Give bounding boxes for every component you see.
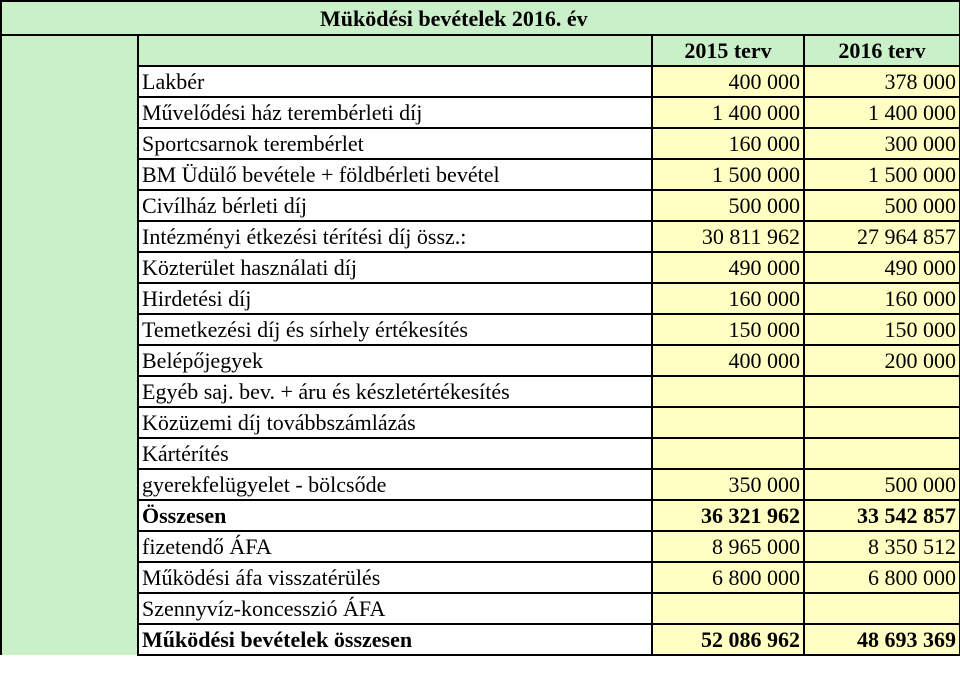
value-2016: 48 693 369 [804, 624, 960, 655]
value-2016: 8 350 512 [804, 531, 960, 562]
row-label: fizetendő ÁFA [138, 531, 652, 562]
row-gap-cell [1, 562, 138, 593]
row-label: Közüzemi díj továbbszámlázás [138, 407, 652, 438]
table-row [1, 376, 960, 407]
table-row [1, 531, 960, 562]
value-2015 [652, 407, 804, 438]
row-label: BM Üdülő bevétele + földbérleti bevétel [138, 159, 652, 190]
header-label-cell [138, 35, 652, 66]
value-2016 [804, 593, 960, 624]
table-row [1, 469, 960, 500]
row-gap-cell [1, 531, 138, 562]
row-label: Működési áfa visszatérülés [138, 562, 652, 593]
row-gap-cell [1, 66, 138, 97]
row-gap-cell [1, 283, 138, 314]
header-2016-plan: 2016 terv [804, 35, 960, 66]
value-2016: 300 000 [804, 128, 960, 159]
header-row [1, 35, 960, 66]
value-2016: 1 400 000 [804, 97, 960, 128]
value-2015: 150 000 [652, 314, 804, 345]
row-gap-cell [1, 159, 138, 190]
row-label: Sportcsarnok terembérlet [138, 128, 652, 159]
value-2016 [804, 407, 960, 438]
row-gap-cell [1, 314, 138, 345]
row-label: Egyéb saj. bev. + áru és készletértékesítés [138, 376, 652, 407]
value-2015: 500 000 [652, 190, 804, 221]
row-gap-cell [1, 407, 138, 438]
table-row [1, 438, 960, 469]
row-label: Kártérítés [138, 438, 652, 469]
value-2016 [804, 376, 960, 407]
row-label: Intézményi étkezési térítési díj össz.: [138, 221, 652, 252]
row-label: Művelődési ház terembérleti díj [138, 97, 652, 128]
table-row [1, 562, 960, 593]
table-row [1, 97, 960, 128]
row-gap-cell [1, 252, 138, 283]
value-2016: 1 500 000 [804, 159, 960, 190]
row-gap-cell [1, 469, 138, 500]
table-row [1, 128, 960, 159]
table-row [1, 314, 960, 345]
title-row [1, 1, 960, 35]
value-2015: 1 500 000 [652, 159, 804, 190]
table-row [1, 221, 960, 252]
value-2015: 36 321 962 [652, 500, 804, 531]
row-gap-cell [1, 221, 138, 252]
row-gap-cell [1, 35, 138, 66]
header-2015-plan: 2015 terv [652, 35, 804, 66]
row-label: Lakbér [138, 66, 652, 97]
value-2015: 8 965 000 [652, 531, 804, 562]
table-row [1, 66, 960, 97]
value-2015: 6 800 000 [652, 562, 804, 593]
value-2015: 160 000 [652, 128, 804, 159]
table-row [1, 190, 960, 221]
table-row [1, 345, 960, 376]
value-2015: 160 000 [652, 283, 804, 314]
value-2016 [804, 438, 960, 469]
value-2015: 350 000 [652, 469, 804, 500]
value-2016: 6 800 000 [804, 562, 960, 593]
value-2015: 400 000 [652, 66, 804, 97]
row-gap-cell [1, 500, 138, 531]
row-gap-cell [1, 624, 138, 655]
table-row [1, 407, 960, 438]
row-gap-cell [1, 438, 138, 469]
value-2015 [652, 593, 804, 624]
value-2016: 200 000 [804, 345, 960, 376]
row-label: Hirdetési díj [138, 283, 652, 314]
row-gap-cell [1, 128, 138, 159]
value-2016: 150 000 [804, 314, 960, 345]
value-2016: 490 000 [804, 252, 960, 283]
table-row [1, 500, 960, 531]
row-gap-cell [1, 345, 138, 376]
value-2016: 378 000 [804, 66, 960, 97]
row-gap-cell [1, 190, 138, 221]
value-2016: 33 542 857 [804, 500, 960, 531]
row-label: Temetkezési díj és sírhely értékesítés [138, 314, 652, 345]
value-2015: 490 000 [652, 252, 804, 283]
row-label: gyerekfelügyelet - bölcsőde [138, 469, 652, 500]
row-gap-cell [1, 376, 138, 407]
value-2016: 500 000 [804, 469, 960, 500]
value-2015: 400 000 [652, 345, 804, 376]
value-2015: 30 811 962 [652, 221, 804, 252]
table-title: Müködési bevételek 2016. év [1, 1, 960, 35]
table-row [1, 624, 960, 655]
row-gap-cell [1, 97, 138, 128]
value-2016: 160 000 [804, 283, 960, 314]
value-2015: 52 086 962 [652, 624, 804, 655]
row-label: Működési bevételek összesen [138, 624, 652, 655]
value-2015 [652, 376, 804, 407]
value-2015 [652, 438, 804, 469]
revenue-table-body [1, 1, 960, 655]
row-gap-cell [1, 593, 138, 624]
value-2016: 500 000 [804, 190, 960, 221]
value-2016: 27 964 857 [804, 221, 960, 252]
table-row [1, 593, 960, 624]
table-row [1, 283, 960, 314]
table-row [1, 252, 960, 283]
table-row [1, 159, 960, 190]
row-label: Civílház bérleti díj [138, 190, 652, 221]
row-label: Közterület használati díj [138, 252, 652, 283]
row-label: Szennyvíz-koncesszió ÁFA [138, 593, 652, 624]
row-label: Belépőjegyek [138, 345, 652, 376]
row-label: Összesen [138, 500, 652, 531]
value-2015: 1 400 000 [652, 97, 804, 128]
